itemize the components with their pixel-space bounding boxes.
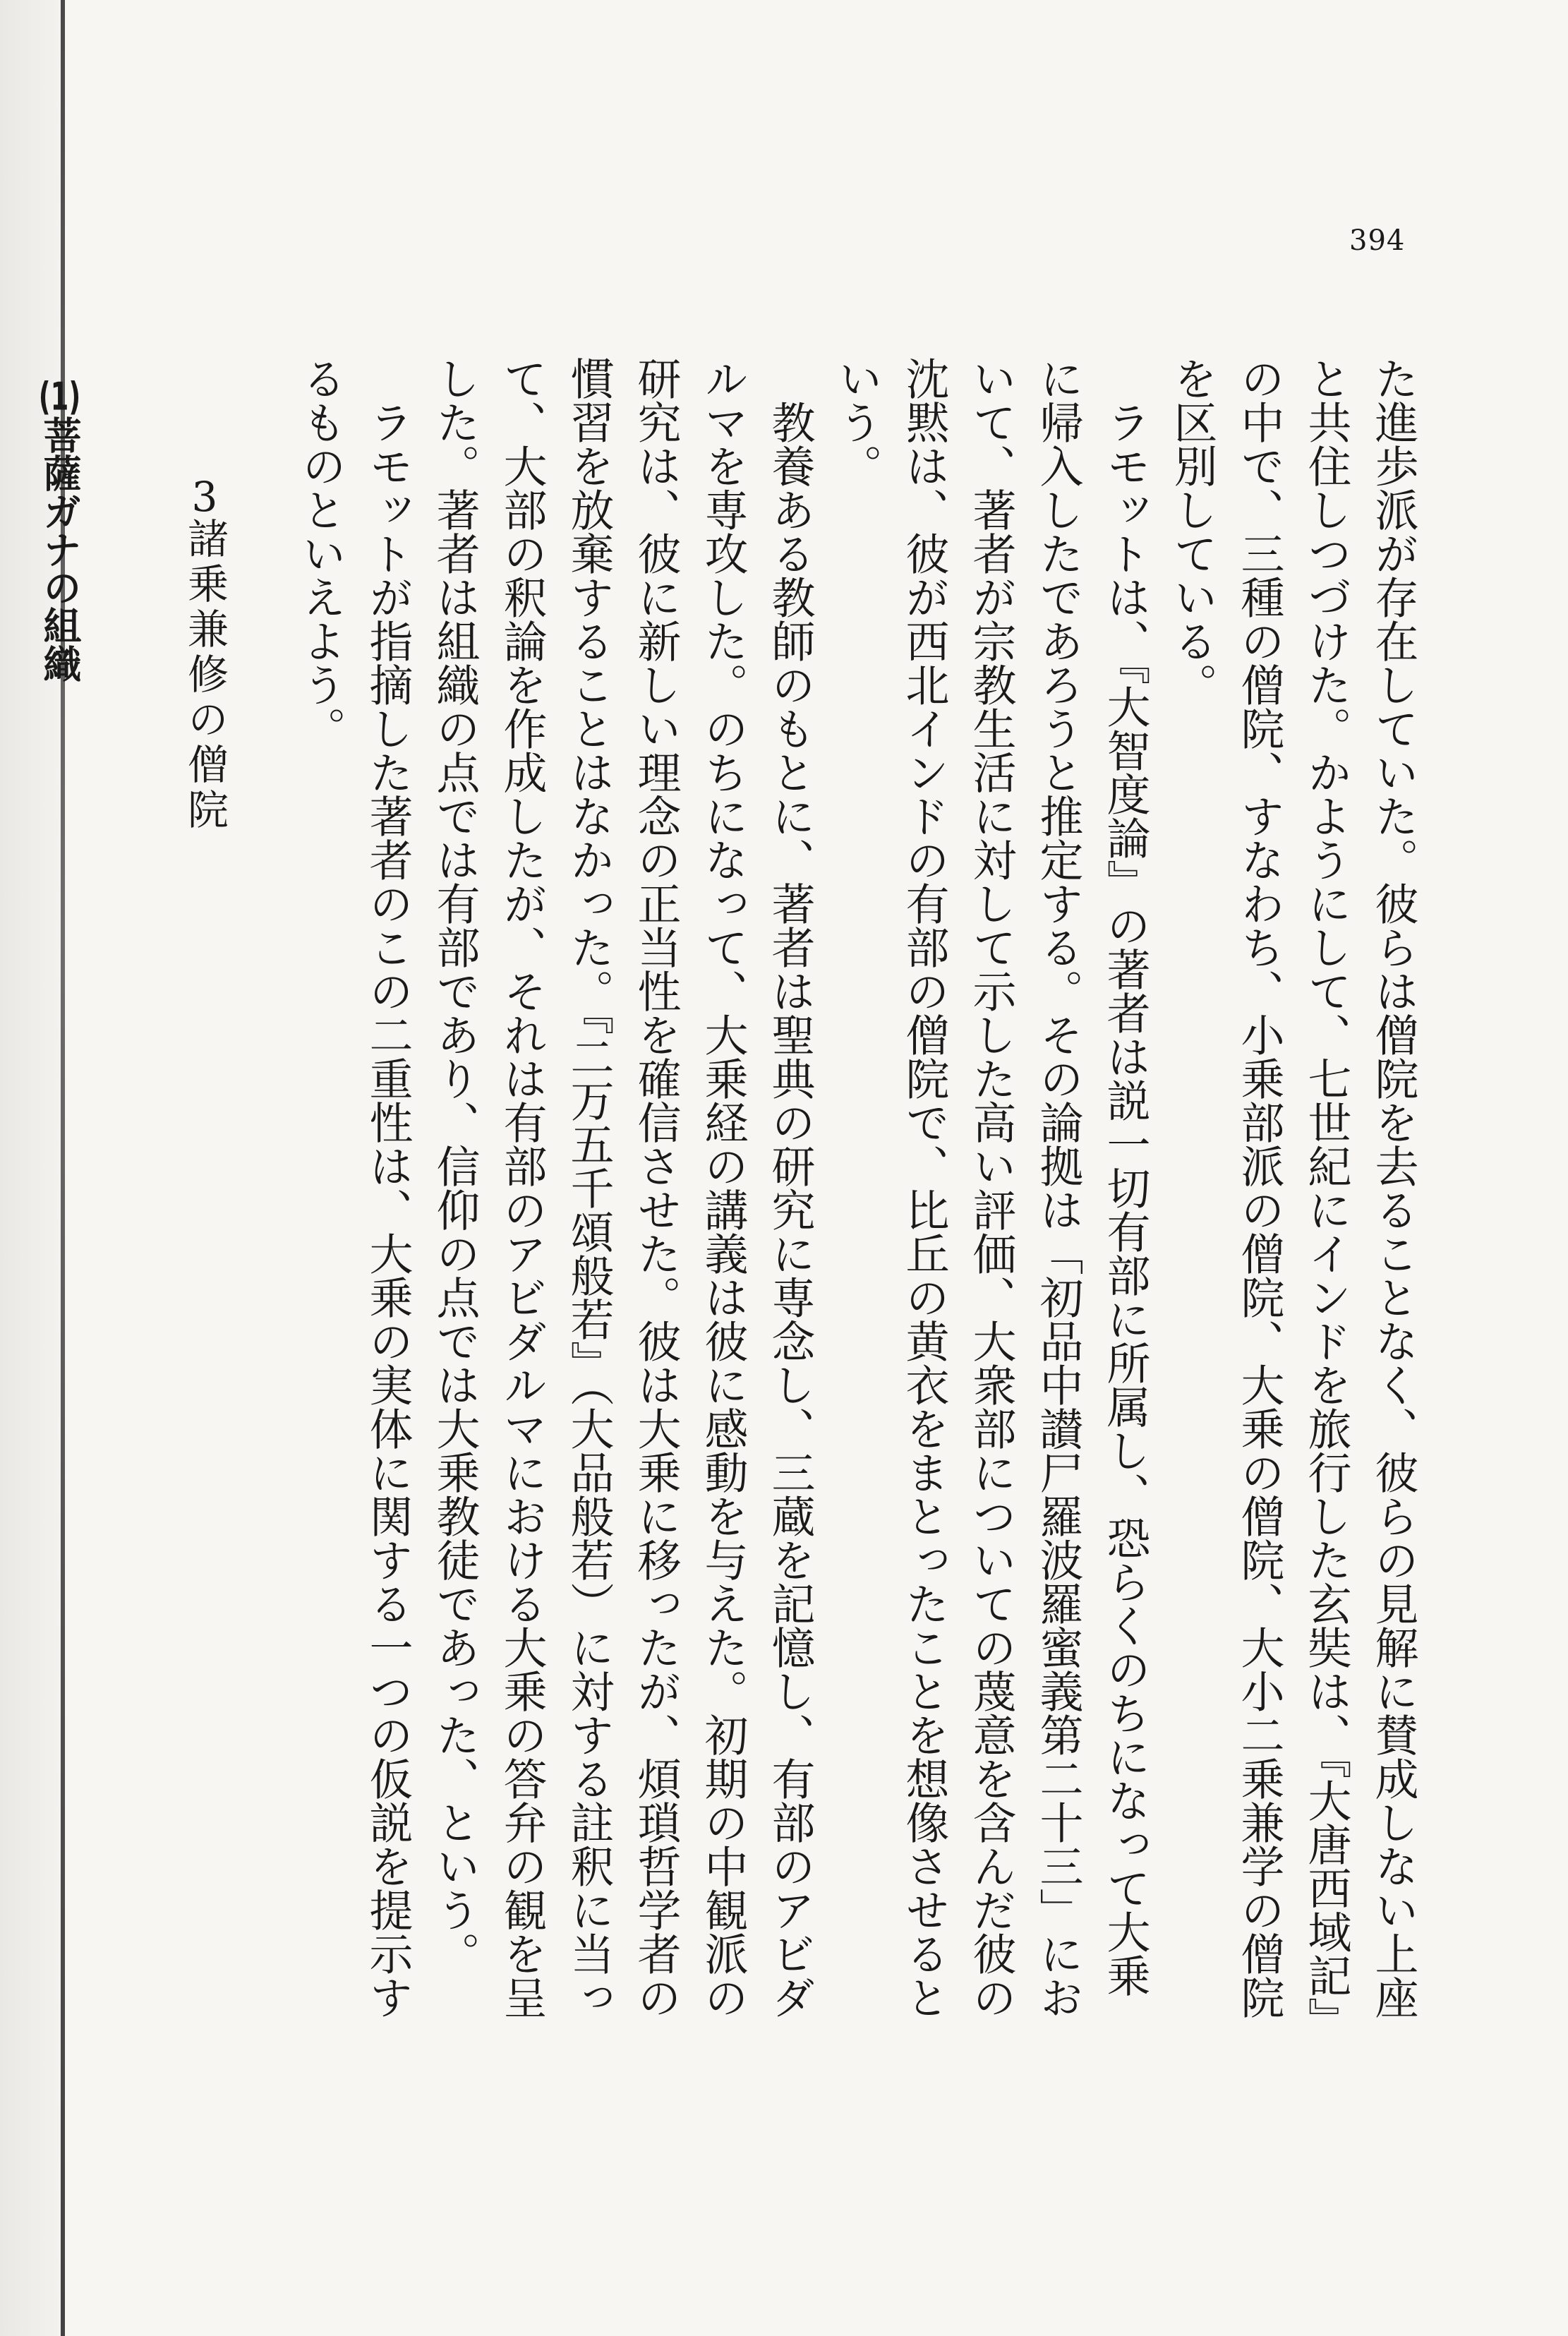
section-number: 3 <box>191 476 218 517</box>
paragraph-2: ラモットは、『大智度論』の著者は説一切有部に所属し、恐らくのちになって大乗に帰入したであろうと推定する。その論拠は「初品中讃尸羅波羅蜜義第二十三」において、著者が宗教生活に対して示した高い評価、大衆部についての蔑意を含んだ彼の沈黙は、彼が西北インドの有部の僧院で、比丘の黄衣をまとったことを想像させるという。 <box>831 356 1151 2019</box>
subsection-heading <box>5 378 93 2029</box>
vertical-text-body <box>0 356 1427 2029</box>
paragraph-4: ラモットが指摘した著者のこの二重性は、大乗の実体に関する一つの仮説を提示するものといえよう。 <box>295 356 414 2019</box>
subsection-title: 菩薩ガナの組織 <box>37 416 82 682</box>
section-heading <box>143 476 238 2029</box>
section-title: 諸乗兼修の僧院 <box>181 517 229 833</box>
paragraph-3: 教養ある教師のもとに、著者は聖典の研究に専念し、三蔵を記憶し、有部のアビダルマを専攻した。のちになって、大乗経の講義は彼に感動を与えた。初期の中観派の研究は、彼に新しい理念の正当性を確信させた。彼は大乗に移ったが、煩瑣哲学者の慣習を放棄することはなかった。『二万五千頌般若』（大品般若）に対する註釈に当って、大部の釈論を作成したが、それは有部のアビダルマにおける大乗の答弁の観を呈した。著者は組織の点では有部であり、信仰の点では大乗教徒であった、という。 <box>429 356 816 2019</box>
subsection-number: (1) <box>38 378 81 416</box>
paragraph-1: た進歩派が存在していた。彼らは僧院を去ることなく、彼らの見解に賛成しない上座と共住しつづけた。かようにして、七世紀にインドを旅行した玄奘は、『大唐西域記』の中で、三種の僧院、すなわち、小乗部派の僧院、大乗の僧院、大小二乗兼学の僧院を区別している。 <box>1166 356 1419 2019</box>
page-number: 394 <box>1349 224 1406 257</box>
